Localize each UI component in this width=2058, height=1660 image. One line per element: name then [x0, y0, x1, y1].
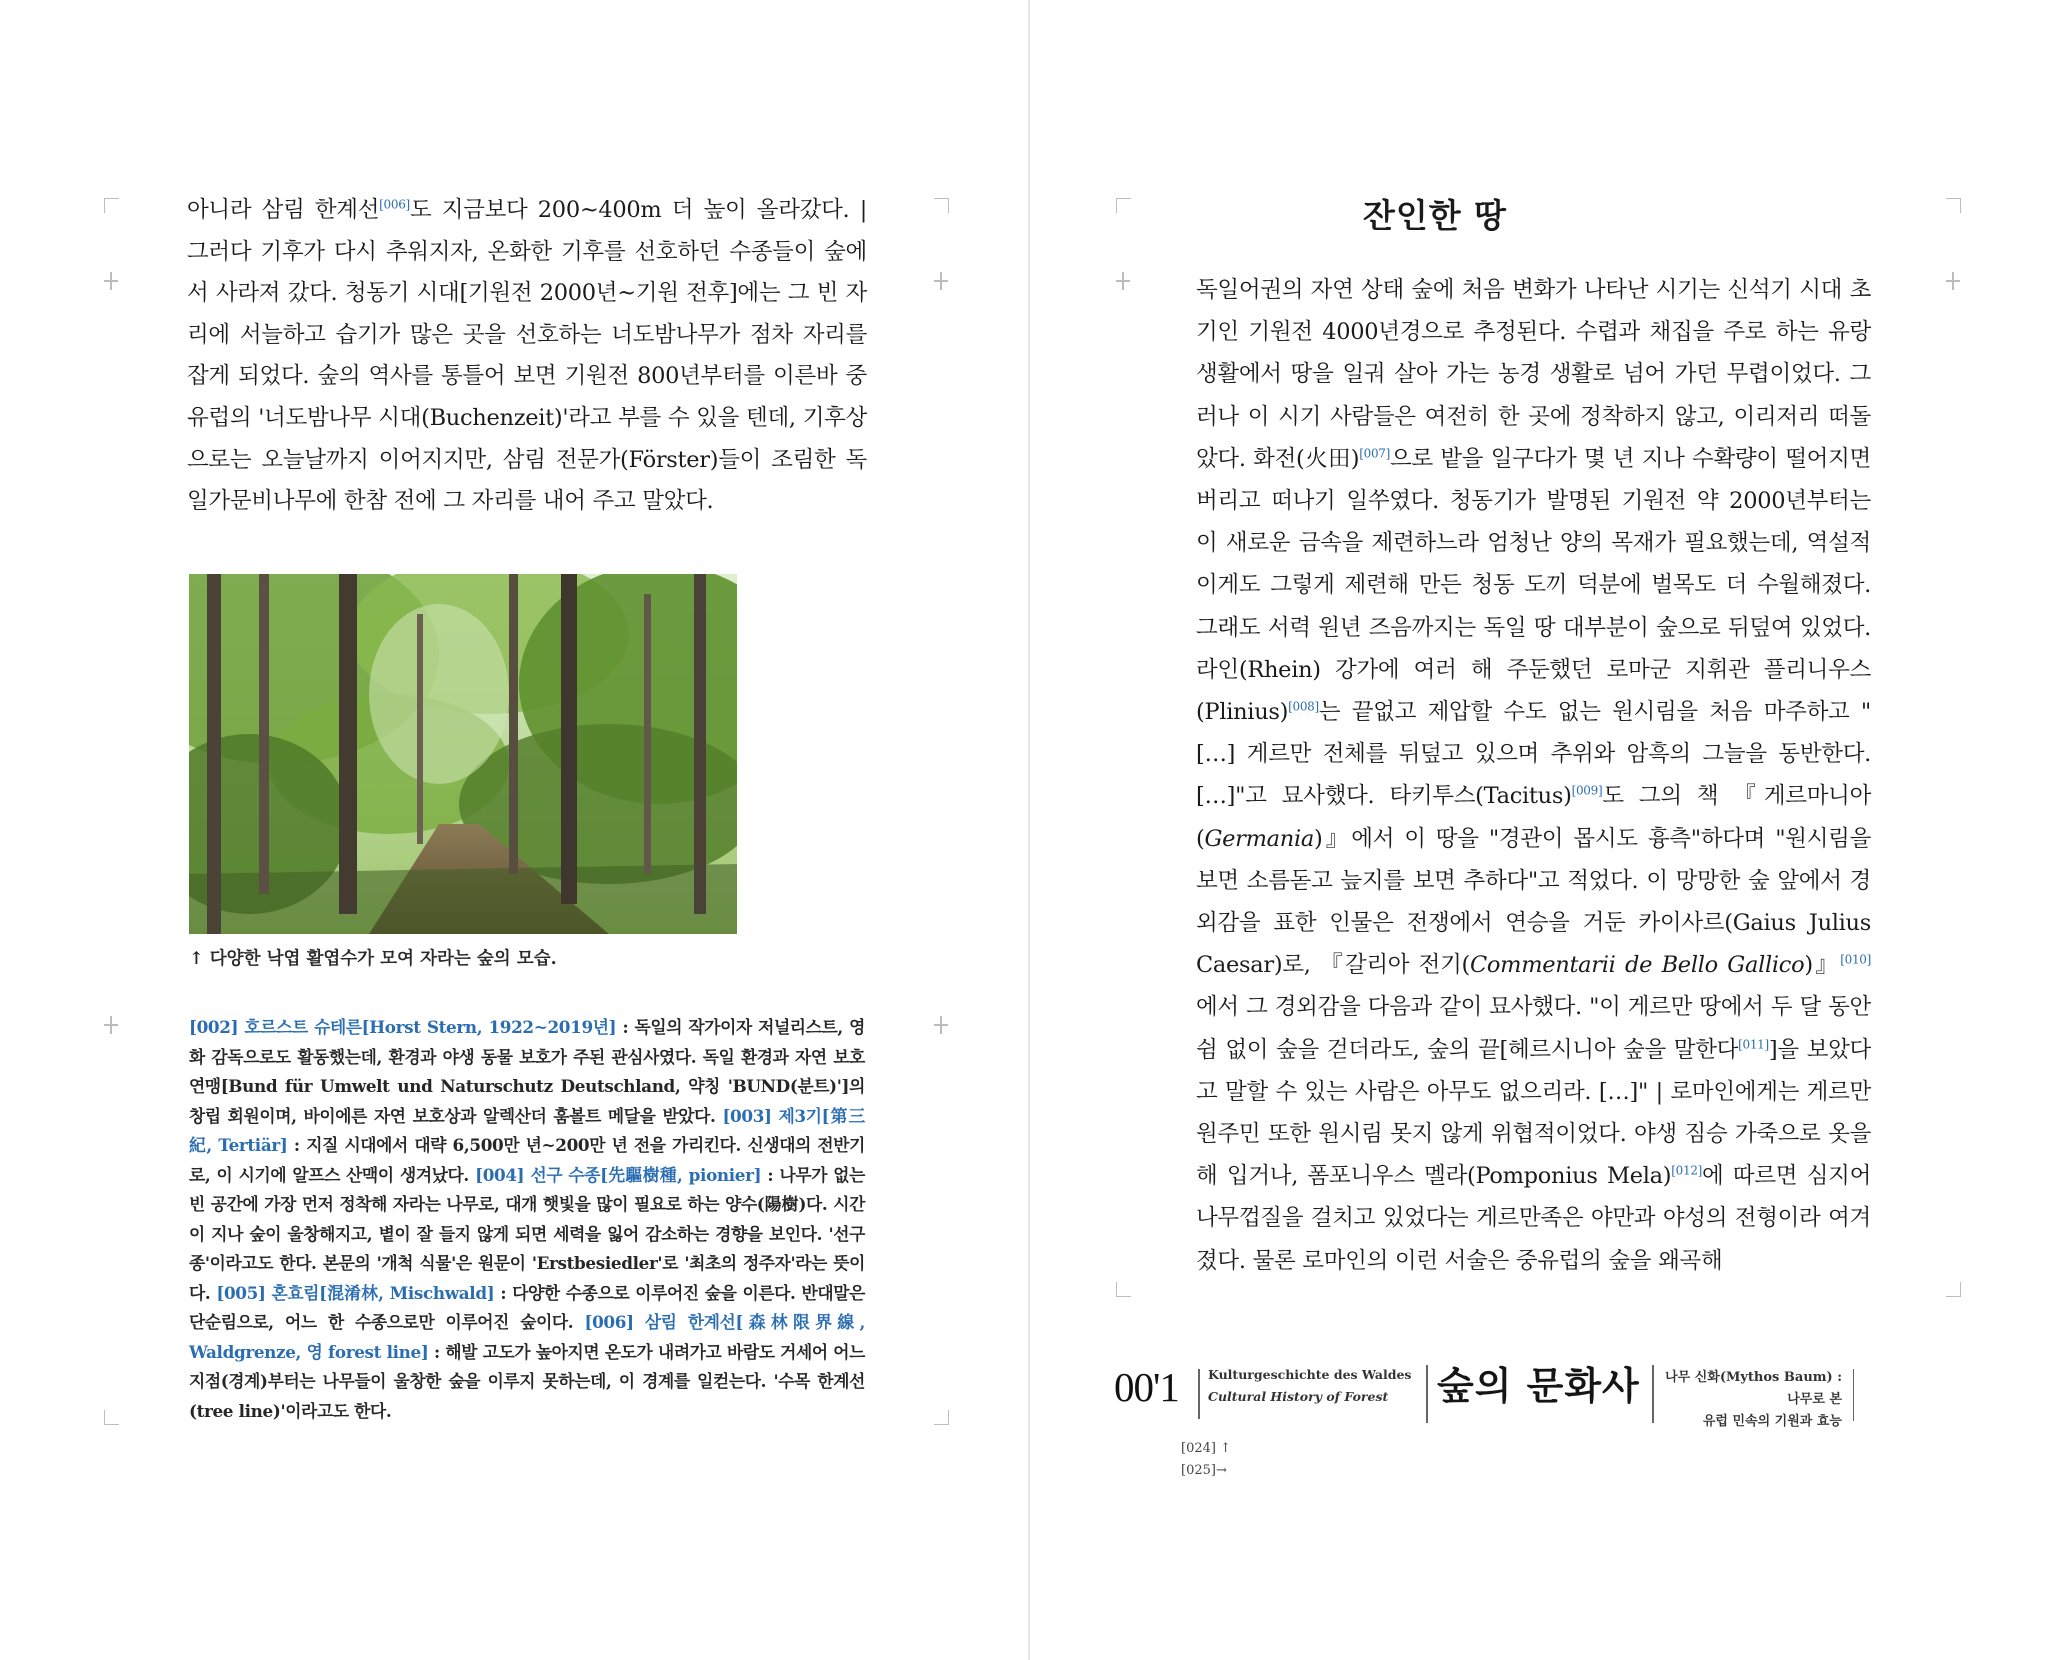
running-footer	[1114, 1355, 1874, 1435]
book-title-english: Cultural History of Forest	[1208, 1389, 1389, 1404]
crop-mark	[1116, 1282, 1131, 1297]
series-line: 유럽 민속의 기원과 효능	[1702, 1414, 1842, 1429]
left-page-body	[187, 190, 867, 523]
footnote-head: [004] 선구 수종[先驅樹種, pionier]	[475, 1164, 762, 1185]
body-text: 아니라 삼림 한계선	[187, 197, 380, 223]
right-page-body	[1196, 269, 1871, 1282]
body-text: )』	[1804, 952, 1841, 979]
page-number: 00'1	[1114, 1364, 1179, 1410]
photo-caption: ↑ 다양한 낙엽 활엽수가 모여 자라는 숲의 모습.	[189, 949, 557, 969]
series-line: 나무 신화(Mythos Baum) :	[1665, 1370, 1842, 1385]
series-line: 나무로 본	[1787, 1392, 1842, 1407]
forest-photo	[189, 574, 737, 934]
crop-mark	[1952, 272, 1954, 290]
footnote-text: : 해발 고도가 높아지면 온도가 내려가고 바람도 거세어 어느 지점(경계)부터는 나무들이 울창한 숲을 이루지 못하는데, 이 경계를 일컫는다. '수목 한계선(tree line)'이라고도 한다.	[189, 1341, 865, 1421]
book-title-korean: 숲의 문화사	[1437, 1364, 1640, 1408]
page-ref-next: [025]→	[1181, 1463, 1227, 1478]
footnote-text: : 나무가 없는 빈 공간에 가장 먼저 정착해 자라는 나무로, 대개 햇빛을 많이 필요로 하는 양수(陽樹)다. 시간이 지나 숲이 울창해지고, 볕이 잘 들지 않게 되면 세력을 잃어 감소하는 경향을 보인다. '선구종'이라고도 한다. 본문의 '개척 식물'은 원문이 'Erstbesiedler'로 '최초의 정주자'라는 뜻이다.	[189, 1164, 865, 1303]
divider	[1426, 1365, 1428, 1423]
body-text: 에 따르면 심지어 나무껍질을 걸치고 있었다는 게르만족은 야만과 야성의 전형이라 여겨졌다. 물론 로마인의 이런 서술은 중유럽의 숲을 왜곡해	[1196, 1163, 1871, 1274]
divider	[1853, 1369, 1855, 1421]
crop-mark	[940, 1016, 942, 1034]
book-title-italic: Commentarii de Bello Gallico	[1470, 952, 1805, 979]
body-text: 독일어권의 자연 상태 숲에 처음 변화가 나타난 시기는 신석기 시대 초기인 기원전 4000년경으로 추정된다. 수렵과 채집을 주로 하는 유랑 생활에서 땅을 일궈 살아 가는 농경 생활로 넘어 가던 무렵이었다. 그러나 이 시기 사람들은 여전히 한 곳에 정착하지 않고, 이리저리 떠돌았다. 화전(火田)	[1196, 277, 1871, 472]
body-text: )』에서 이 땅을 "경관이 몹시도 흉측"하다며 "원시림을 보면 소름돋고 늪지를 보면 추하다"고 적었다. 이 망망한 숲 앞에서 경외감을 표한 인물은 전쟁에서 연승을 거둔 카이사르(Gaius Julius Caesar)로, 『갈리아 전기(	[1196, 825, 1871, 979]
body-text: 도 지금보다 200~400m 더 높이 올라갔다. | 그러다 기후가 다시 추워지자, 온화한 기후를 선호하던 수종들이 숲에서 사라져 갔다. 청동기 시대[기원전 2000년~기원 전후]에는 그 빈 자리에 서늘하고 습기가 많은 곳을 선호하는 너도밤나무가 점차 자리를 잡게 되었다. 숲의 역사를 통틀어 보면 기원전 800년부터를 이른바 중유럽의 '너도밤나무 시대(Buchenzeit)'라고 부를 수 있을 텐데, 기후상으로는 오늘날까지 이어지지만, 삼림 전문가(Förster)들이 조림한 독일가문비나무에 한참 전에 그 자리를 내어 주고 말았다.	[187, 197, 867, 515]
crop-mark	[1122, 272, 1124, 290]
divider	[1198, 1369, 1200, 1419]
body-text: 도 그의 책 『게르마니아(	[1196, 783, 1871, 852]
footnote-ref: [009]	[1571, 783, 1603, 798]
crop-mark	[934, 198, 949, 213]
footnote-ref: [012]	[1671, 1163, 1703, 1178]
body-text: 에서 그 경외감을 다음과 같이 묘사했다. "이 게르만 땅에서 두 달 동안 쉼 없이 숲을 걷더라도, 숲의 끝[헤르시니아 숲을 말한다	[1196, 994, 1871, 1063]
crop-mark	[110, 272, 112, 290]
crop-mark	[1946, 1282, 1961, 1297]
crop-mark	[104, 198, 119, 213]
crop-mark	[1946, 198, 1961, 213]
crop-mark	[110, 1016, 112, 1034]
body-text: 는 끝없고 제압할 수도 없는 원시림을 처음 마주하고 "[…] 게르만 전체를 뒤덮고 있으며 추위와 암흑의 그늘을 동반한다. […]"고 묘사했다. 타키투스(Tacitus)	[1196, 699, 1871, 810]
footnote-ref: [010]	[1840, 952, 1872, 967]
page-ref-up: [024] ↑	[1181, 1441, 1231, 1456]
footnote-ref: [007]	[1359, 446, 1391, 461]
section-title: 잔인한 땅	[1362, 196, 1507, 235]
body-text: 으로 밭을 일구다가 몇 년 지나 수확량이 떨어지면 버리고 떠나기 일쑤였다. 청동기가 발명된 기원전 약 2000년부터는 이 새로운 금속을 제련하느라 엄청난 양의 목재가 필요했는데, 역설적이게도 그렇게 제련해 만든 청동 도끼 덕분에 벌목도 더 수월해졌다. 그래도 서력 원년 즈음까지는 독일 땅 대부분이 숲으로 뒤덮여 있었다. 라인(Rhein) 강가에 여러 해 주둔했던 로마군 지휘관 플리니우스(Plinius)	[1196, 445, 1871, 726]
crop-mark	[940, 272, 942, 290]
book-title-german: Kulturgeschichte des Waldes	[1208, 1367, 1412, 1382]
crop-mark	[104, 1410, 119, 1425]
footnote-text: : 다양한 수종으로 이루어진 숲을 이른다. 반대말은 단순림으로, 어느 한 수종으로만 이루어진 숲이다.	[189, 1282, 865, 1332]
footnote-text: : 지질 시대에서 대략 6,500만 년~200만 년 전을 가리킨다. 신생대의 전반기로, 이 시기에 알프스 산맥이 생겨났다.	[189, 1135, 866, 1185]
footnote-text: : 독일의 작가이자 저널리스트, 영화 감독으로도 활동했는데, 환경과 야생 동물 보호가 주된 관심사였다. 독일 환경과 자연 보호 연맹[Bund für Umwelt und Naturschutz Deutschland, 약칭 'BUND(분트)']의 창립 회원이며, 바이에른 자연 보호상과 알렉산더 훔볼트 메달을 받았다.	[189, 1017, 865, 1126]
book-title-italic: Germania	[1204, 825, 1314, 852]
footnote-ref: [011]	[1738, 1037, 1769, 1052]
page-reference	[1181, 1438, 1231, 1482]
crop-mark	[934, 1410, 949, 1425]
book-spine	[1028, 0, 1030, 1660]
divider	[1652, 1365, 1654, 1423]
crop-mark	[1116, 198, 1131, 213]
footnote-head: [005] 혼효림[混淆林, Mischwald]	[216, 1282, 495, 1303]
footnote-ref: [008]	[1288, 699, 1319, 714]
footnote-head: [003] 제3기[第三紀, Tertiär]	[189, 1105, 865, 1155]
footnotes	[189, 1013, 865, 1426]
footnote-ref: [006]	[379, 197, 410, 212]
footnote-head: [002] 호르스트 슈테른[Horst Stern, 1922~2019년]	[189, 1017, 617, 1037]
footnote-head: [006] 삼림 한계선[森林限界線, Waldgrenze, 영 forest line]	[189, 1312, 866, 1362]
body-text: ]을 보았다고 말할 수 있는 사람은 아무도 없으리라. […]" | 로마인에게는 게르만 원주민 또한 원시림 못지 않게 위협적이었다. 야생 짐승 가죽으로 옷을 해 입거나, 폼포니우스 멜라(Pomponius Mela)	[1196, 1036, 1871, 1190]
series-title	[1665, 1367, 1842, 1433]
